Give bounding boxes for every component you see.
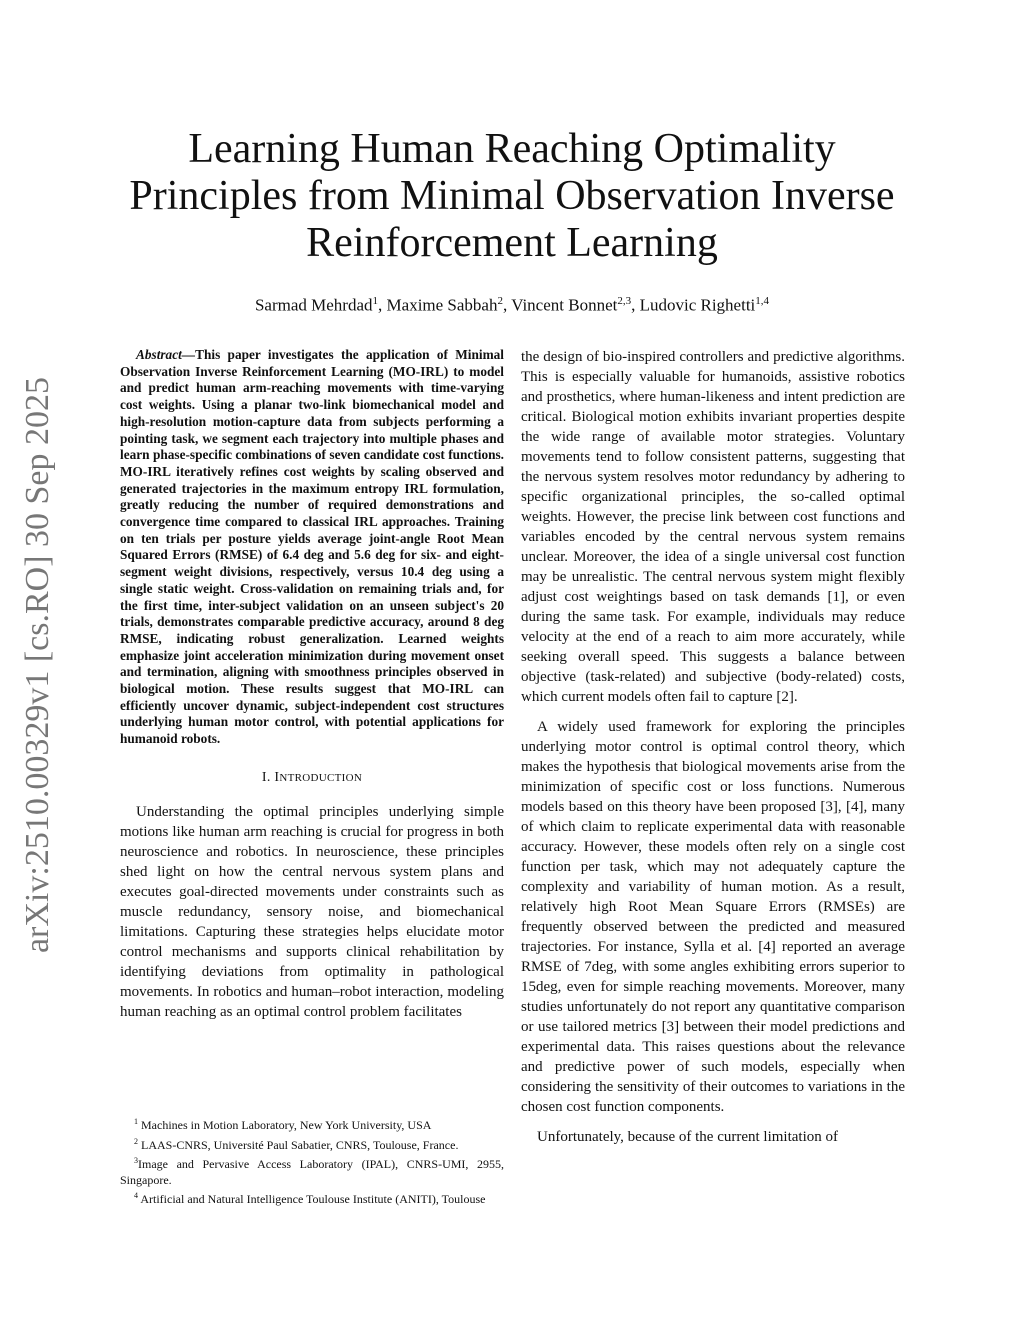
intro-paragraph: Understanding the optimal principles underlying simple motions like human arm reaching is crucial for progress in both neuroscience and robotics. In neuroscience, these principles shed light on how the central nervous system plans and executes goal-directed movements under constraints such as muscle redundancy, sensory noise, and biomechanical limitations. Capturing these strategies helps elucidate motor control mechanisms and supports clinical rehabilitation by identifying deviations from optimality in pathological movements. In robotics and human–robot interaction, modeling human reaching as an optimal control problem facilitates <box>120 803 504 1020</box>
body-paragraph: Unfortunately, because of the current limitation of <box>537 1129 839 1145</box>
author-affiliation-mark: 1 <box>372 295 379 307</box>
arxiv-sidebar-stamp <box>14 372 62 958</box>
footnote-mark: 3 <box>134 1156 138 1165</box>
footnote-item <box>120 1153 504 1188</box>
footnote-mark: 1 <box>134 1117 138 1126</box>
footnote-text: LAAS-CNRS, Université Paul Sabatier, CNRS, Toulouse, France. <box>141 1137 459 1152</box>
abstract-text: This paper investigates the application of Minimal Observation Inverse Reinforcement Learning (MO-IRL) to model and predict human arm-reaching movements with time-varying cost weights. Using a planar two-link biomechanical model and high-resolution motion-capture data from subjects performing a pointing task, we segment each trajectory into multiple phases and learn phase-specific combinations of seven candidate cost functions. MO-IRL iteratively refines cost weights by scaling observed and generated trajectories in the maximum entropy IRL formulation, greatly reducing the number of required demonstrations and convergence time compared to classical IRL approaches. Training on ten trials per posture yields average joint-angle Root Mean Squared Errors (RMSE) of 6.4 deg and 5.6 deg for six- and eight-segment weight divisions, respectively, versus 10.4 deg using a single static weight. Cross-validation on remaining trials and, for the first time, inter-subject validation on an unseen subject's 20 trials, demonstrates comparable predictive accuracy, around 8 deg RMSE, indicating robust generalization. Learned weights emphasize joint acceleration minimization during movement onset and termination, aligning with smoothness principles observed in biological motion. These results suggest that MO-IRL can efficiently uncover dynamic, subject-independent cost structures underlying human motor control, with potential applications for humanoid robots. <box>120 347 504 747</box>
author-affiliation-mark: 2 <box>497 295 503 307</box>
body-paragraph: the design of bio-inspired controllers and predictive algorithms. This is especially valuable for humanoids, assistive robotics and prosthetics, where human-likeness and intent prediction are critical. Biological motion exhibits invariant properties despite the wide range of available motor strategies. Voluntary movements tend to follow consistent patterns, suggesting that the nervous system resolves motor redundancy by adhering to specific organizational principles, the so-called optimal weights. However, the precise link between cost functions and variables encoded by the central nervous system remains unclear. Moreover, the idea of a single universal cost function may be unrealistic. The central nervous system might flexibly adjust cost weightings based on task demands [1], or even during the same task. For example, individuals may reduce velocity at the end of a reach to aim more accurately, while seeking overall speed. This suggests a balance between objective (task-related) and subjective (body-related) costs, which current models often fail to capture [2]. <box>521 349 905 705</box>
right-column <box>521 347 905 1147</box>
abstract <box>120 347 504 748</box>
author-affiliation-mark: 1,4 <box>755 295 770 307</box>
section-title-initial: I <box>274 769 280 785</box>
footnote-text: Machines in Motion Laboratory, New York University, USA <box>141 1118 432 1132</box>
footnote-mark: 4 <box>134 1191 138 1200</box>
author-list: Sarmad Mehrdad$^1$, Maxime Sabbah$^2$, Vincent Bonnet$^{2,3}$, Ludovic Righetti$^{1,4}$ <box>254 295 770 315</box>
author-name: Sarmad Mehrdad <box>254 295 373 315</box>
author-name: Maxime Sabbah <box>386 295 498 315</box>
author-affiliation-mark: 2,3 <box>617 295 632 307</box>
footnote-item <box>120 1188 504 1208</box>
footnote-item <box>120 1114 504 1134</box>
footnote-text: Artificial and Natural Intelligence Toulouse Institute (ANITI), Toulouse <box>140 1192 486 1206</box>
section-numeral: I. <box>261 769 275 785</box>
section-title-rest: NTRODUCTION <box>279 771 363 784</box>
paper-title: Learning Human Reaching Optimality Principles from Minimal Observation Inverse Reinforcement Learning <box>129 126 895 266</box>
footnotes <box>120 1114 504 1208</box>
body-paragraph: A widely used framework for exploring the principles underlying motor control is optimal control theory, which makes the hypothesis that biological movements arise from the minimization of specific cost or loss functions. Numerous models based on this theory have been proposed [3], [4], many of which claim to replicate experimental data with reasonable accuracy. However, these models often rely on a single cost function per task, which may not adequately capture the complexity and variability of human motion. As a result, relatively high Root Mean Square Errors (RMSEs) are frequently observed between the predicted and measured trajectories. For instance, Sylla et al. [4] reported an average RMSE of 7deg, with some angles exhibiting errors superior to 15deg, even for simple reaching movements. Moreover, many studies unfortunately do not report any quantitative comparison or use tailored metrics [3] between their model predictions and experimental data. This raises questions about the relevance and predictive power of such models, especially when considering the sensitivity of their outcomes to variations in the chosen cost function components. <box>521 719 905 1115</box>
author-name: Vincent Bonnet <box>511 295 618 315</box>
footnote-mark: 2 <box>134 1136 138 1146</box>
footnote-item <box>120 1134 504 1154</box>
arxiv-identifier: arXiv:2510.00329v1 [cs.RO] 30 Sep 2025 <box>19 376 56 954</box>
author-name: Ludovic Righetti <box>639 295 756 315</box>
footnote-text: Image and Pervasive Access Laboratory (IPAL), CNRS-UMI, 2955, Singapore. <box>120 1157 504 1187</box>
left-column <box>120 347 504 1022</box>
section-heading-introduction <box>120 768 504 788</box>
abstract-label: Abstract— <box>136 347 196 362</box>
